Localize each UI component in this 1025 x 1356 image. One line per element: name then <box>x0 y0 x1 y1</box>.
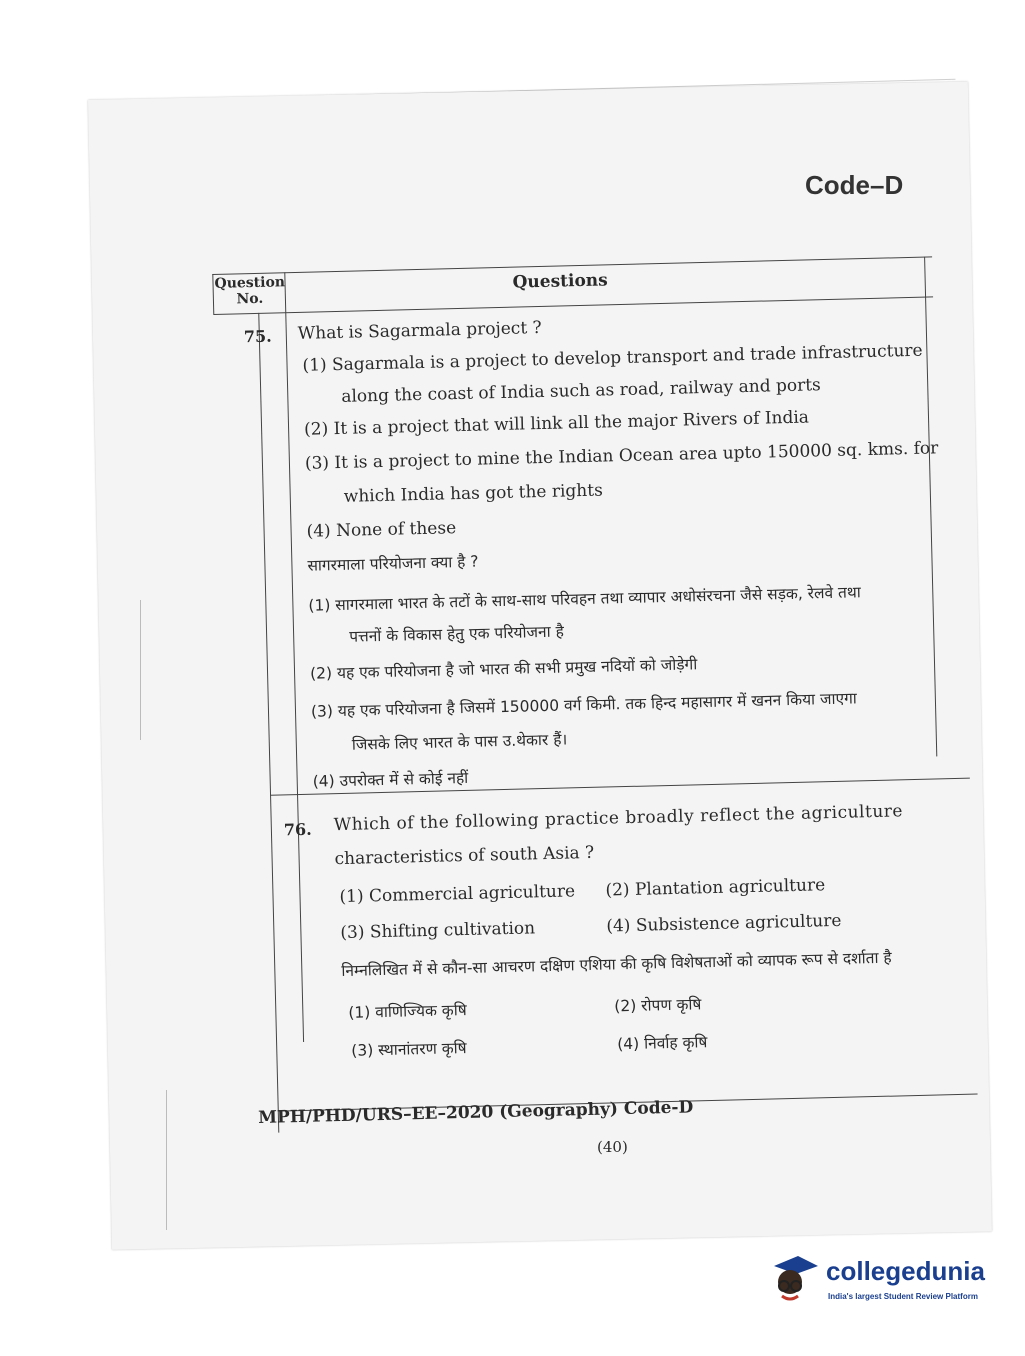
option-4: (4) None of these <box>306 518 457 542</box>
option-1-line-2: along the coast of India such as road, railway and ports <box>341 375 822 407</box>
question-text-hindi: निम्नलिखित में से कौन-सा आचरण दक्षिण एशिया की कृषि विशेषताओं को व्यापक रूप से दर्शाता है <box>341 948 892 981</box>
question-number: 76. <box>283 819 312 840</box>
option-3-hindi-line-2: जिसके लिए भारत के पास उ.थेकार हैं। <box>351 730 568 754</box>
option-1-line-1: (1) Sagarmala is a project to develop transport and trade infrastructure <box>302 340 923 376</box>
option-4-hindi: (4) उपरोक्त में से कोई नहीं <box>312 768 469 791</box>
option-2: (2) It is a project that will link all the major Rivers of India <box>303 407 810 440</box>
option-3-hindi-line-1: (3) यह एक परियोजना है जिसमें 150000 वर्ग किमी. तक हिन्द महासागर में खनन किया जाएगा <box>310 689 858 721</box>
table-border <box>284 272 304 1042</box>
option-4-hindi: (4) निर्वाह कृषि <box>617 1033 708 1054</box>
code-heading: Code–D <box>805 170 904 200</box>
margin-mark <box>140 600 141 740</box>
table-border <box>924 257 937 757</box>
question-text-line-2: characteristics of south Asia ? <box>334 842 595 870</box>
option-2-hindi: (2) यह एक परियोजना है जो भारत की सभी प्रमुख नदियों को जोड़ेगी <box>309 655 698 683</box>
question-table <box>212 244 973 1142</box>
option-1-hindi-line-1: (1) सागरमाला भारत के तटों के साथ-साथ परिवहन तथा व्यापार अधोसंरचना जैसे सड़क, रेलवे तथा <box>308 583 862 615</box>
table-border <box>258 313 279 1133</box>
option-1: (1) Commercial agriculture <box>339 881 576 908</box>
option-3-line-1: (3) It is a project to mine the Indian Ocean area upto 150000 sq. kms. for <box>304 438 939 474</box>
option-3: (3) Shifting cultivation <box>340 918 536 944</box>
option-3-line-2: which India has got the rights <box>343 480 604 507</box>
collegedunia-logo-icon <box>768 1252 820 1304</box>
question-text-hindi: सागरमाला परियोजना क्या है ? <box>307 552 479 575</box>
option-2: (2) Plantation agriculture <box>605 875 826 901</box>
option-1-hindi-line-2: पत्तनों के विकास हेतु एक परियोजना है <box>348 622 565 646</box>
page-number: (40) <box>597 1138 628 1156</box>
option-4: (4) Subsistence agriculture <box>606 910 842 937</box>
option-3-hindi: (3) स्थानांतरण कृषि <box>351 1039 467 1060</box>
question-text: What is Sagarmala project ? <box>297 317 542 344</box>
option-1-hindi: (1) वाणिज्यिक कृषि <box>348 1001 467 1022</box>
table-border <box>213 296 933 315</box>
option-text <box>302 341 923 376</box>
brand-tagline: India's largest Student Review Platform <box>828 1292 978 1301</box>
option-2-hindi: (2) रोपण कृषि <box>614 995 702 1016</box>
question-number: 75. <box>243 326 272 347</box>
margin-mark <box>166 1090 167 1230</box>
column-header-question-no: Question No. <box>214 274 286 308</box>
question-text-line-1: Which of the following practice broadly reflect the agriculture <box>333 801 904 836</box>
brand-watermark <box>768 1250 998 1320</box>
column-header-questions: Questions <box>512 270 608 293</box>
exam-footer: MPH/PHD/URS–EE–2020 (Geography) Code-D <box>258 1097 694 1128</box>
brand-name: collegedunia <box>826 1256 985 1286</box>
